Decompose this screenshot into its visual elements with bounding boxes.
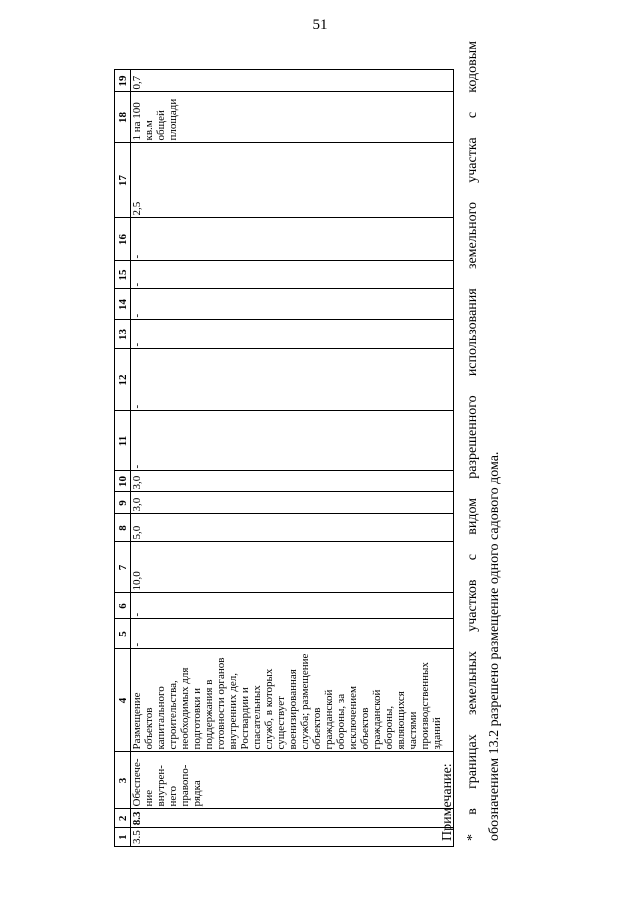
table-row [131,70,454,847]
table-cell: 10,0 [131,542,454,593]
header-cell: 4 [115,649,131,752]
table-cell: - [131,593,454,619]
header-cell: 18 [115,92,131,143]
table-cell: - [131,218,454,261]
table-cell: 3,0 [131,471,454,492]
note-body [462,41,506,841]
header-cell: 12 [115,349,131,411]
table-cell: 5,0 [131,514,454,542]
header-cell: 1 [115,828,131,847]
table-cell: - [131,261,454,289]
table-cell: - [131,411,454,471]
header-cell: 17 [115,143,131,218]
header-cell: 15 [115,261,131,289]
header-cell: 9 [115,492,131,514]
table-cell: 3,0 [131,492,454,514]
note-line-1: * в границах земельных участков с видом разрешенного использования земельного участка с кодовым [465,41,480,841]
header-cell: 2 [115,809,131,828]
header-cell: 8 [115,514,131,542]
code-cell: 8.3 [131,809,454,828]
header-cell: 13 [115,320,131,349]
row-number-cell: 3.5 [131,828,454,847]
header-cell: 19 [115,70,131,92]
table-cell: 0,7 [131,70,454,92]
header-cell: 11 [115,411,131,471]
use-type-cell: Обеспече- ние внутрен- него правопо- рядка [131,752,454,809]
page-number: 51 [312,17,328,33]
table-cell: 1 на 100 кв.м общей площади [131,92,454,143]
table-cell: - [131,619,454,649]
table-cell: - [131,349,454,411]
table-cell: - [131,289,454,320]
header-cell: 16 [115,218,131,261]
table-header-row [115,70,131,847]
table-cell: 2,5 [131,143,454,218]
header-cell: 3 [115,752,131,809]
table-cell: - [131,320,454,349]
header-cell: 14 [115,289,131,320]
header-cell: 10 [115,471,131,492]
description-cell: Размещение объектов капитального строительства, необходимых для подготовки и поддержания в готовности органов внутренних дел, Росгвардии и спасательных служб, в которых существует военизированная служба; размещение объектов гражданской обороны, за исключением объектов гражданской обороны, являющихся частями производственных зданий [131,649,454,752]
regulations-table [114,70,454,848]
header-cell: 5 [115,619,131,649]
note-line-2: обозначением 13.2 разрешено размещение одного садового дома. [487,451,502,841]
header-cell: 6 [115,593,131,619]
note-title: Примечание: [440,763,455,841]
header-cell: 7 [115,542,131,593]
